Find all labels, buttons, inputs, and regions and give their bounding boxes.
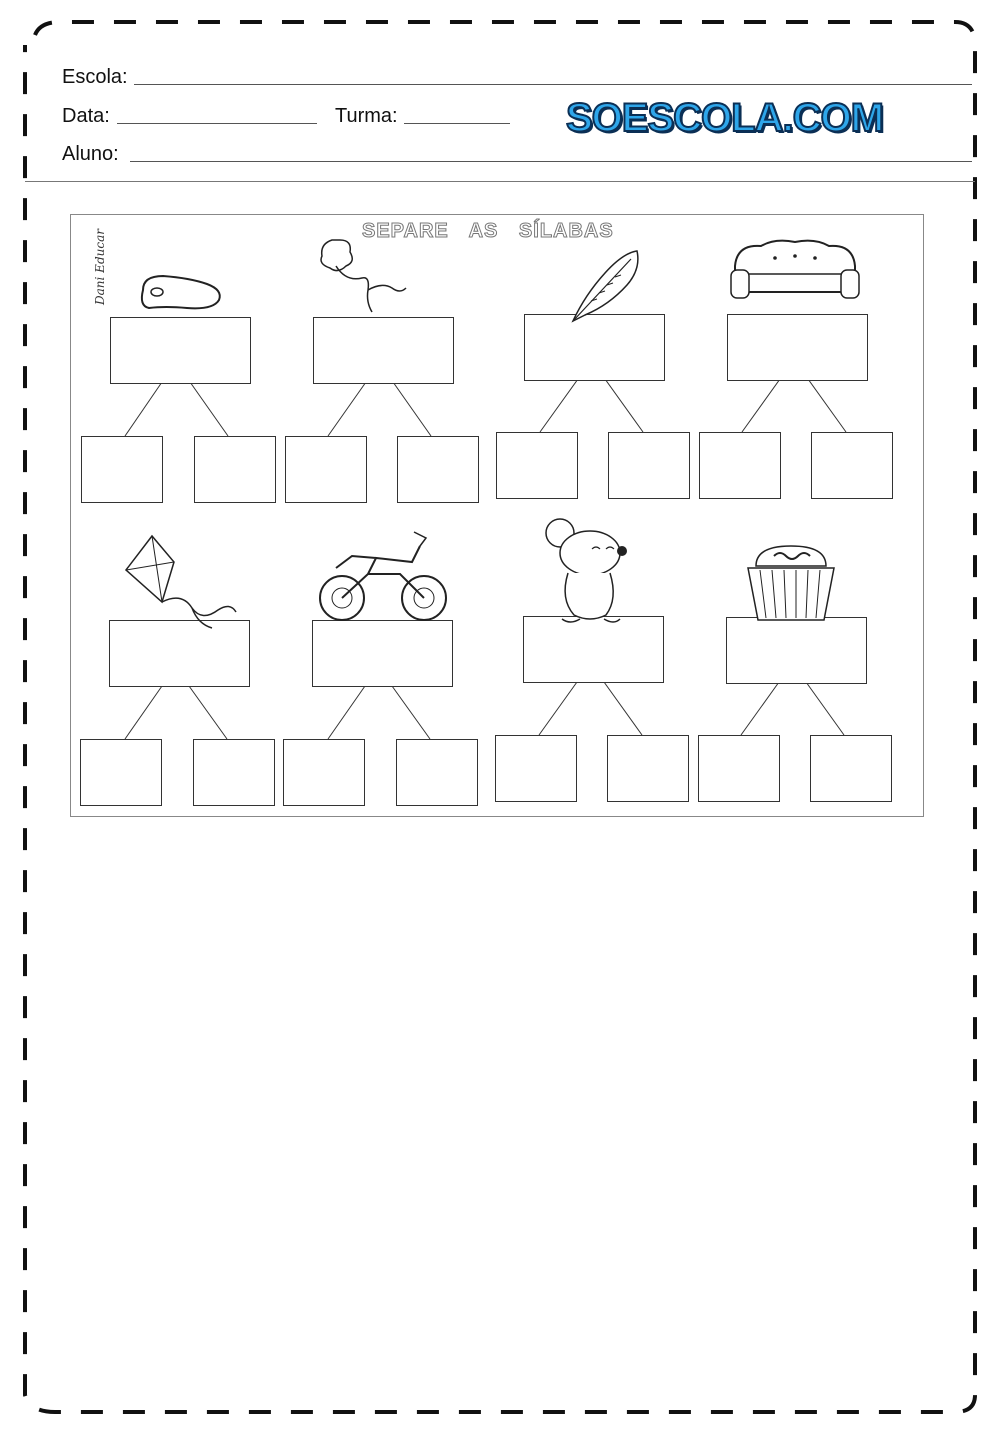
syllable-box-1a[interactable] (81, 436, 163, 503)
syllable-box-7b[interactable] (607, 735, 689, 802)
syllable-box-2a[interactable] (285, 436, 367, 503)
sofa-icon (725, 236, 865, 308)
turma-field[interactable] (404, 123, 510, 124)
syllable-box-7a[interactable] (495, 735, 577, 802)
syllable-box-6b[interactable] (396, 739, 478, 806)
author-credit: Dani Educar (92, 229, 107, 305)
header-divider (25, 181, 975, 182)
data-label: Data: (62, 105, 110, 127)
syllable-box-4b[interactable] (811, 432, 893, 499)
syllable-box-8b[interactable] (810, 735, 892, 802)
worksheet-title: SEPARE AS SÍLABAS (362, 220, 614, 242)
escola-label: Escola: (62, 66, 128, 88)
word-box-6[interactable] (312, 620, 453, 687)
syllable-box-6a[interactable] (283, 739, 365, 806)
mouse-icon (540, 515, 632, 627)
word-box-8[interactable] (726, 617, 867, 684)
syllable-box-3a[interactable] (496, 432, 578, 499)
syllable-box-5b[interactable] (193, 739, 275, 806)
steak-icon (135, 268, 227, 318)
word-box-4[interactable] (727, 314, 868, 381)
dandelion-icon (312, 232, 412, 318)
data-field[interactable] (117, 123, 317, 124)
escola-field[interactable] (134, 84, 972, 85)
kite-icon (122, 532, 242, 632)
word-box-1[interactable] (110, 317, 251, 384)
motorcycle-icon (316, 518, 448, 624)
word-box-2[interactable] (313, 317, 454, 384)
aluno-label: Aluno: (62, 143, 119, 165)
soescola-logo: SOESCOLA.COM (566, 96, 883, 140)
syllable-box-3b[interactable] (608, 432, 690, 499)
bonbon-icon (744, 542, 838, 624)
syllable-box-5a[interactable] (80, 739, 162, 806)
aluno-field[interactable] (130, 161, 972, 162)
syllable-box-2b[interactable] (397, 436, 479, 503)
syllable-box-8a[interactable] (698, 735, 780, 802)
syllable-box-1b[interactable] (194, 436, 276, 503)
feather-icon (565, 245, 645, 325)
turma-label: Turma: (335, 105, 398, 127)
syllable-box-4a[interactable] (699, 432, 781, 499)
